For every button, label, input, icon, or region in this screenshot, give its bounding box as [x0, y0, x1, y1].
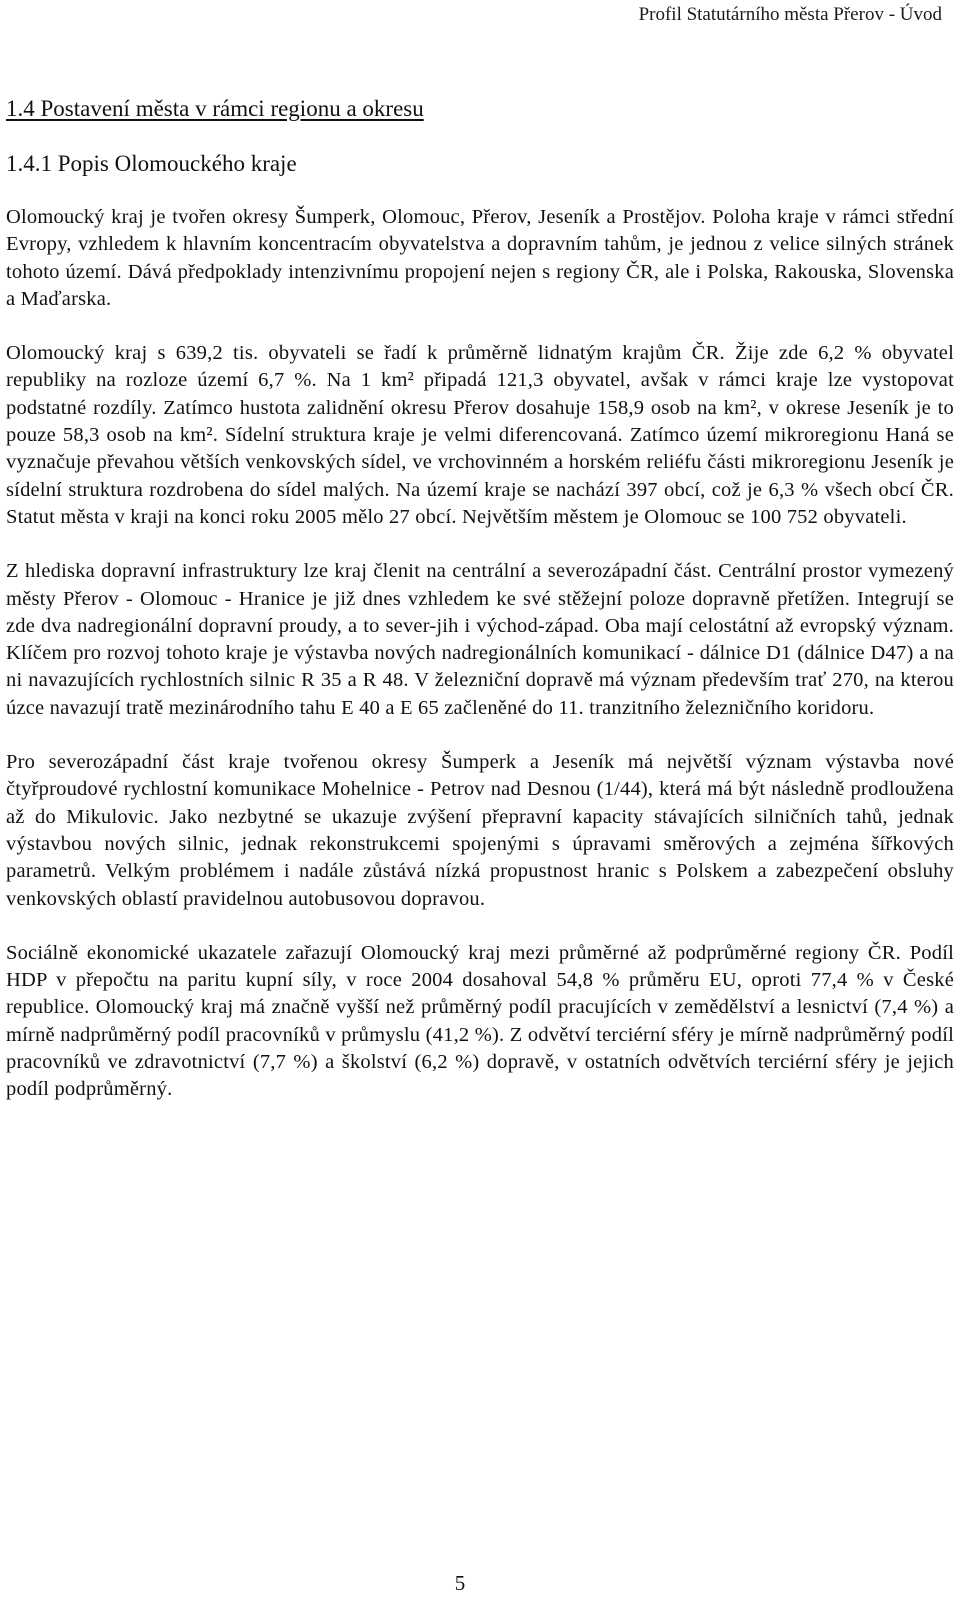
page-number: 5	[454, 1571, 466, 1595]
paragraph-region-location: Olomoucký kraj je tvořen okresy Šumperk, Olomouc, Přerov, Jeseník a Prostějov. Poloha kraje v rámci střední Evropy, vzhledem k hlavním koncentracím obyvatelstva a dopravním tahům, je jednou z velice silných stránek tohoto území. Dává předpoklady intenzivnímu propojení nejen s regiony ČR, ale i Polska, Rakouska, Slovenska a Maďarska.	[6, 206, 954, 310]
paragraph-northwest-transport: Pro severozápadní část kraje tvořenou okresy Šumperk a Jeseník má největší význam výstavba nové čtyřproudové rychlostní komunikace Mohelnice - Petrov nad Desnou (1/44), která má být následně prodloužena až do Mikulovic. Jako nezbytné se ukazuje zvýšení přepravní kapacity stávajících silničních tahů, jednak výstavbou nových silnic, jednak rekonstrukcemi spojenými s úpravami směrových a zejména šířkových parametrů. Velkým problémem i nadále zůstává nízká propustnost hranic s Polskem a zabezpečení obsluhy venkovských oblastí pravidelnou autobusovou dopravou.	[6, 751, 954, 910]
paragraph-population: Olomoucký kraj s 639,2 tis. obyvateli se řadí k průměrně lidnatým krajům ČR. Žije zde 6,2 % obyvatel republiky na rozloze území 6,7 %. Na 1 km² připadá 121,3 obyvatel, avšak v rámci kraje lze vystopovat podstatné rozdíly. Zatímco hustota zalidnění okresu Přerov dosahuje 158,9 osob na km², v okrese Jeseník je to pouze 58,3 osob na km². Sídelní struktura kraje je velmi diferencovaná. Zatímco území mikroregionu Haná se vyznačuje převahou větších venkovských sídel, ve vrchovinném a horském reliéfu části mikroregionu Jeseník je sídelní struktura rozdrobena do sídel malých. Na území kraje se nachází 397 obcí, což je 6,3 % všech obcí ČR. Statut města v kraji na konci roku 2005 mělo 27 obcí. Největším městem je Olomouc se 100 752 obyvateli.	[6, 342, 954, 528]
paragraph-transport-infrastructure: Z hlediska dopravní infrastruktury lze kraj členit na centrální a severozápadní část. Centrální prostor vymezený městy Přerov - Olomouc - Hranice je již dnes vzhledem ke své stěžejní poloze dopravně přetížen. Integrují se zde dva nadregionální dopravní proudy, a to sever-jih i východ-západ. Oba mají celostátní až evropský význam. Klíčem pro rozvoj tohoto kraje je výstavba nových nadregionálních komunikací - dálnice D1 (dálnice D47) a na ni navazujících rychlostních silnic R 35 a R 48. V železniční dopravě má význam především trať 270, na kterou úzce navazují tratě mezinárodního tahu E 40 a E 65 začleněné do 11. tranzitního železničního koridoru.	[6, 560, 954, 719]
running-header: Profil Statutárního města Přerov - Úvod	[638, 4, 942, 25]
paragraph-socioeconomic: Sociálně ekonomické ukazatele zařazují Olomoucký kraj mezi průměrné až podprůměrné regiony ČR. Podíl HDP v přepočtu na paritu kupní síly, v roce 2004 dosahoval 54,8 % průměru EU, oproti 77,4 % v České republice. Olomoucký kraj má značně vyšší než průměrný podíl pracujících v zemědělství a lesnictví (7,4 %) a mírně nadprůměrný podíl pracovníků v průmyslu (41,2 %). Z odvětví terciérní sféry je mírně nadprůměrný podíl pracovníků ve zdravotnictví (7,7 %) a školství (6,2 %) dopravě, v ostatních odvětvích terciérní sféry je jejich podíl podprůměrný.	[6, 941, 954, 1101]
document-body	[6, 94, 954, 1104]
section-title: 1.4 Postavení města v rámci regionu a okresu	[6, 96, 424, 121]
subsection-title: 1.4.1 Popis Olomouckého kraje	[6, 151, 297, 176]
